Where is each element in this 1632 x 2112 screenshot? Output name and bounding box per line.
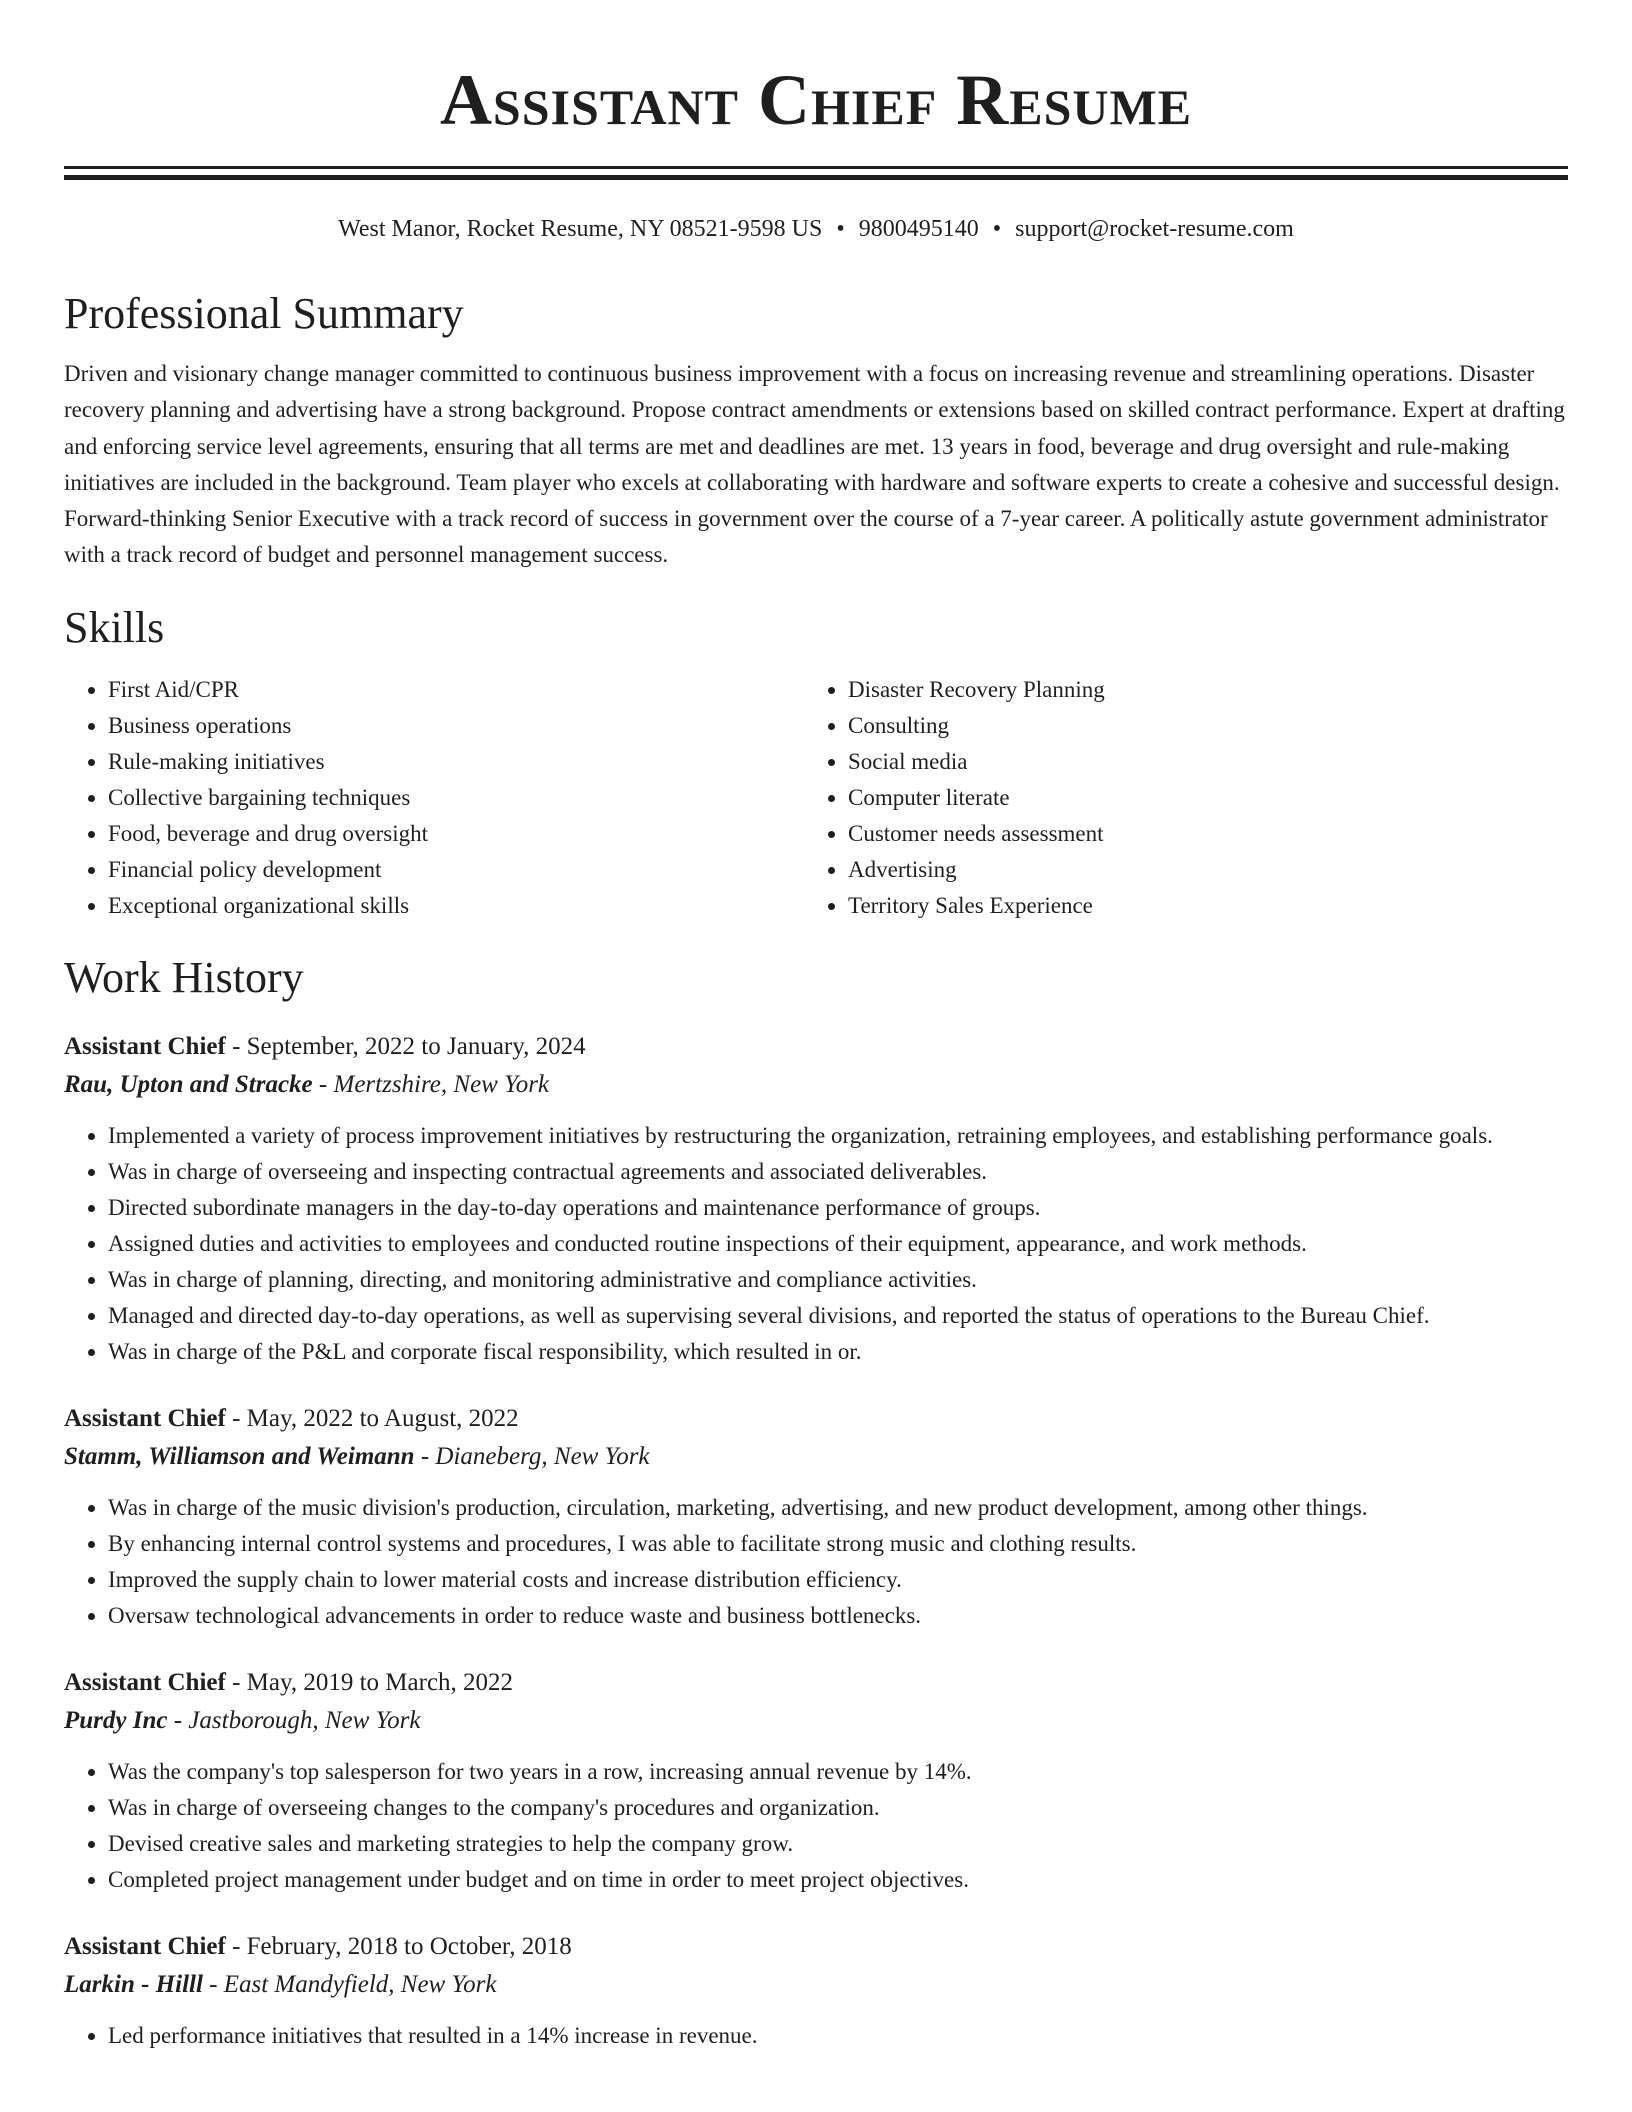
skill-item: • Consulting	[848, 708, 1548, 744]
job-title: Assistant Chief	[64, 1668, 226, 1696]
job-title-line	[64, 1664, 1568, 1702]
job-bullet: • Assigned duties and activities to employees and conducted routine inspections of their equipment, appearance, and work methods.	[108, 1226, 1568, 1262]
job-title: Assistant Chief	[64, 1404, 226, 1432]
resume-page	[64, 0, 1568, 2054]
job-entry	[64, 1400, 1568, 1634]
job-bullet: • Was in charge of overseeing changes to the company's procedures and organization.	[108, 1790, 1568, 1826]
skill-item: • Financial policy development	[108, 852, 806, 888]
skills-columns	[64, 672, 1568, 924]
skills-heading: Skills	[64, 602, 165, 652]
job-title-line	[64, 1928, 1568, 1966]
job-title: Assistant Chief	[64, 1932, 226, 1960]
job-company: Rau, Upton and Stracke	[64, 1070, 313, 1098]
job-bullet: • Implemented a variety of process improvement initiatives by restructuring the organization, retraining employees, and establishing performance goals.	[108, 1118, 1568, 1154]
skill-item: • Business operations	[108, 708, 806, 744]
job-bullet: • Was in charge of the P&L and corporate fiscal responsibility, which resulted in or.	[108, 1334, 1568, 1370]
job-bullet: • Was the company's top salesperson for two years in a row, increasing annual revenue by 14%.	[108, 1754, 1568, 1790]
job-location: - Mertzshire, New York	[312, 1070, 550, 1098]
job-bullet: • Was in charge of the music division's production, circulation, marketing, advertising, and new product development, among other things.	[108, 1490, 1568, 1526]
job-location: - East Mandyfield, New York	[202, 1970, 497, 1998]
job-bullet: • Completed project management under budget and on time in order to meet project objectives.	[108, 1862, 1568, 1898]
skill-item: • Disaster Recovery Planning	[848, 672, 1548, 708]
job-company-line	[64, 1702, 1568, 1740]
contact-separator: •	[836, 216, 845, 242]
job-bullets	[64, 1754, 1568, 1898]
contact-address: West Manor, Rocket Resume, NY 08521-9598 US	[338, 216, 823, 242]
job-company-line	[64, 1966, 1568, 2004]
job-company-line	[64, 1066, 1568, 1104]
skill-item: • Territory Sales Experience	[848, 888, 1548, 924]
resume-title: Assistant Chief Resume	[439, 60, 1193, 140]
skill-item: • Advertising	[848, 852, 1548, 888]
skill-item: • Exceptional organizational skills	[108, 888, 806, 924]
job-bullet: • Was in charge of planning, directing, and monitoring administrative and compliance activities.	[108, 1262, 1568, 1298]
title-divider-thin	[64, 166, 1568, 169]
job-dates: - September, 2022 to January, 2024	[225, 1032, 586, 1060]
job-bullet: • Led performance initiatives that resulted in a 14% increase in revenue.	[108, 2018, 1568, 2054]
work-history-heading: Work History	[64, 952, 304, 1002]
skills-list-right	[806, 672, 1548, 924]
job-entry	[64, 1928, 1568, 2054]
job-bullet: • Was in charge of overseeing and inspecting contractual agreements and associated deliverables.	[108, 1154, 1568, 1190]
job-company: Purdy Inc	[64, 1706, 168, 1734]
job-company: Larkin - Hilll	[64, 1970, 203, 1998]
skill-item: • First Aid/CPR	[108, 672, 806, 708]
job-bullet: • Directed subordinate managers in the day-to-day operations and maintenance performance of groups.	[108, 1190, 1568, 1226]
skills-list-left	[64, 672, 806, 924]
summary-text: Driven and visionary change manager committed to continuous business improvement with a focus on increasing revenue and streamlining operations. Disaster recovery planning and advertising have a strong background. Propose contract amendments or extensions based on skilled contract performance. Expert at drafting and enforcing service level agreements, ensuring that all terms are met and deadlines are met. 13 years in food, beverage and drug oversight and rule-making initiatives are included in the background. Team player who excels at collaborating with hardware and software experts to create a cohesive and successful design. Forward-thinking Senior Executive with a track record of success in government over the course of a 7-year career. A politically astute government administrator with a track record of budget and personnel management success.	[64, 361, 1565, 568]
job-dates: - May, 2022 to August, 2022	[225, 1404, 519, 1432]
job-company: Stamm, Williamson and Weimann	[64, 1442, 415, 1470]
skill-item: • Rule-making initiatives	[108, 744, 806, 780]
skill-item: • Food, beverage and drug oversight	[108, 816, 806, 852]
contact-separator: •	[992, 216, 1002, 242]
job-title: Assistant Chief	[64, 1032, 226, 1060]
summary-heading: Professional Summary	[64, 289, 464, 338]
job-location: - Jastborough, New York	[167, 1706, 421, 1734]
skill-item: • Collective bargaining techniques	[108, 780, 806, 816]
title-divider-thick	[64, 175, 1568, 180]
job-bullets	[64, 2018, 1568, 2054]
job-bullet: • Managed and directed day-to-day operations, as well as supervising several divisions, and reported the status of operations to the Bureau Chief.	[108, 1298, 1568, 1334]
contact-line	[64, 214, 1568, 244]
skill-item: • Customer needs assessment	[848, 816, 1548, 852]
job-company-line	[64, 1438, 1568, 1476]
job-bullet: • Devised creative sales and marketing strategies to help the company grow.	[108, 1826, 1568, 1862]
job-title-line	[64, 1400, 1568, 1438]
job-bullets	[64, 1490, 1568, 1634]
job-dates: - May, 2019 to March, 2022	[225, 1668, 514, 1696]
contact-phone: 9800495140	[858, 216, 979, 242]
skill-item: • Computer literate	[848, 780, 1548, 816]
contact-email: support@rocket-resume.com	[1015, 216, 1294, 242]
job-entry	[64, 1028, 1568, 1370]
job-dates: - February, 2018 to October, 2018	[225, 1932, 572, 1960]
job-location: - Dianeberg, New York	[414, 1442, 650, 1470]
skill-item: • Social media	[848, 744, 1548, 780]
job-title-line	[64, 1028, 1568, 1066]
job-entry	[64, 1664, 1568, 1898]
job-bullet: • Improved the supply chain to lower material costs and increase distribution efficiency.	[108, 1562, 1568, 1598]
job-bullet: • By enhancing internal control systems and procedures, I was able to facilitate strong music and clothing results.	[108, 1526, 1568, 1562]
job-bullet: • Oversaw technological advancements in order to reduce waste and business bottlenecks.	[108, 1598, 1568, 1634]
job-bullets	[64, 1118, 1568, 1370]
